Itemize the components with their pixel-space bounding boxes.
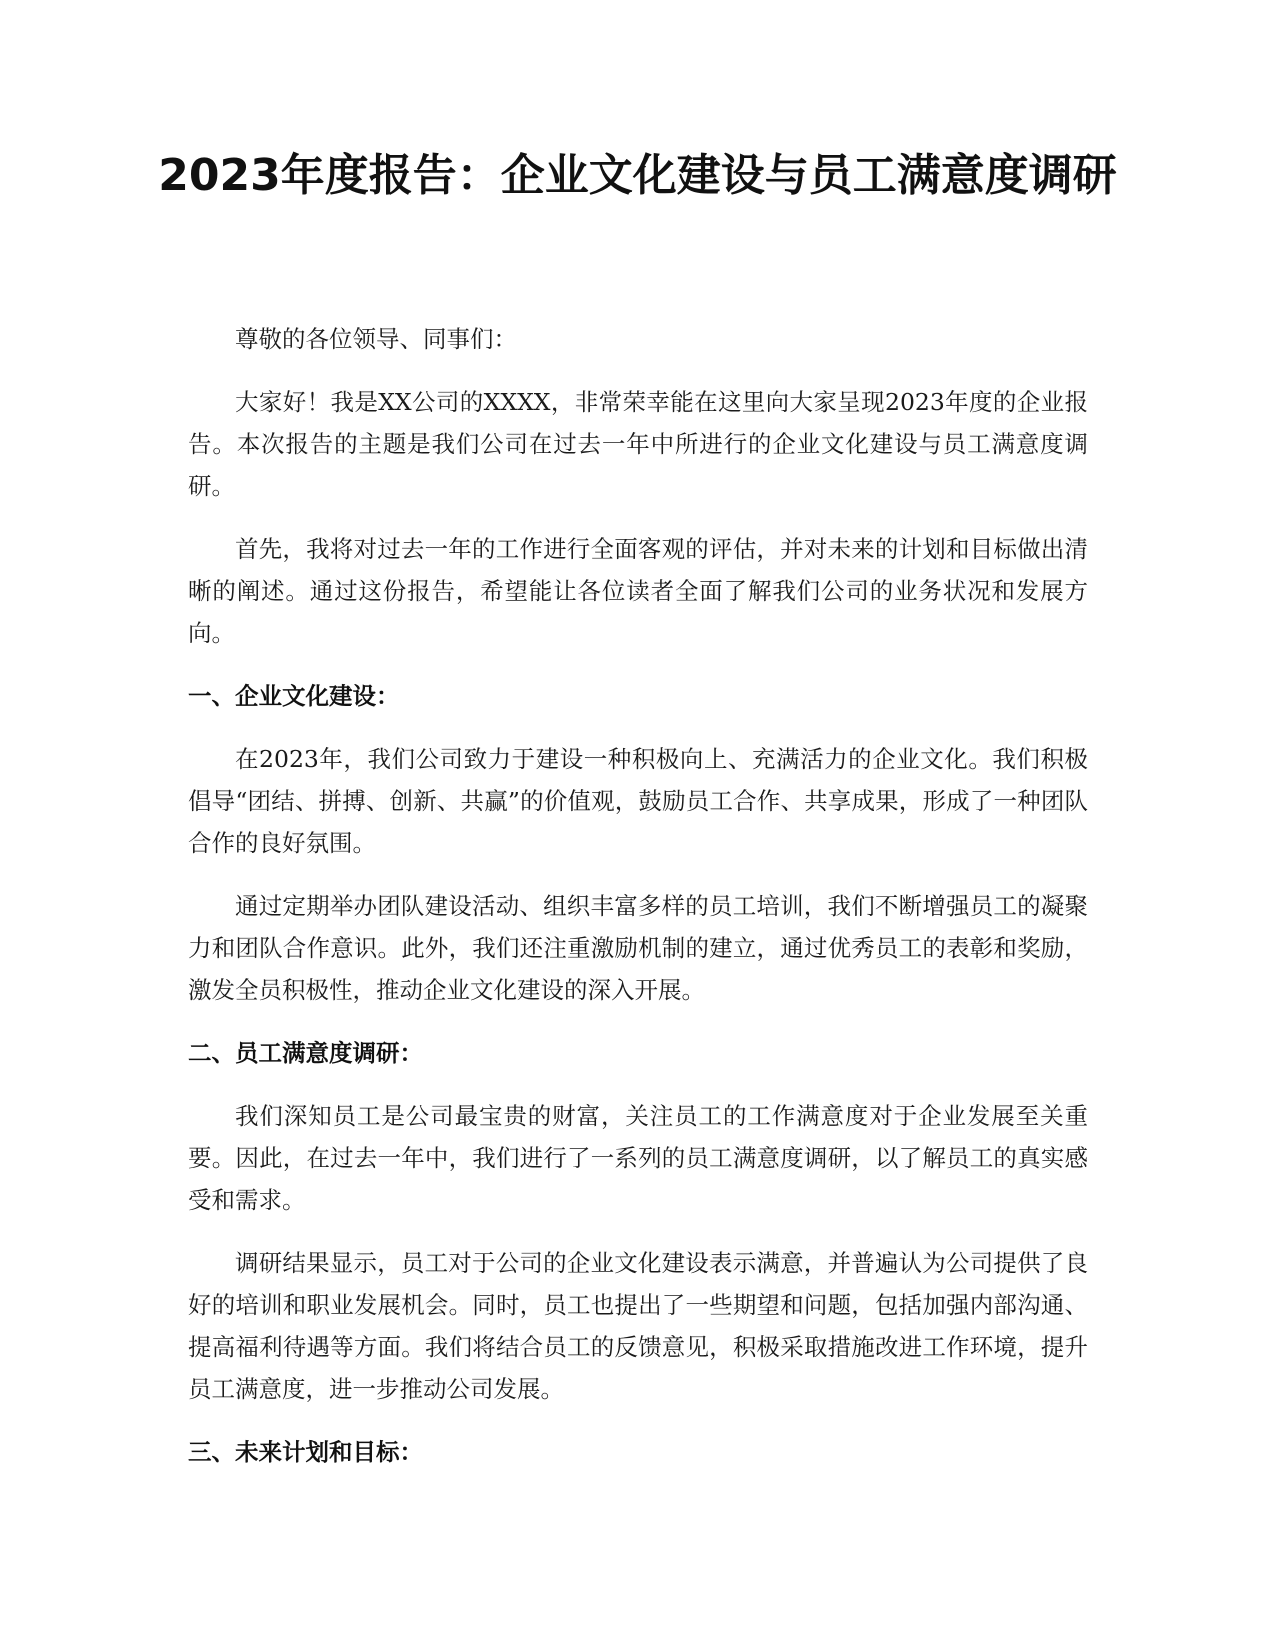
section-heading-future-plans: 三、未来计划和目标： [188,1438,423,1466]
section-paragraph: 调研结果显示，员工对于公司的企业文化建设表示满意，并普遍认为公司提供了良好的培训和职业发展机会。同时，员工也提出了一些期望和问题，包括加强内部沟通、提高福利待遇等方面。我们将结合员工的反馈意见，积极采取措施改进工作环境，提升员工满意度，进一步推动公司发展。 [188,1249,1088,1403]
section-heading-satisfaction: 二、员工满意度调研： [188,1039,423,1067]
section-paragraph: 我们深知员工是公司最宝贵的财富，关注员工的工作满意度对于企业发展至关重要。因此，在过去一年中，我们进行了一系列的员工满意度调研，以了解员工的真实感受和需求。 [188,1102,1088,1214]
section-heading-culture: 一、企业文化建设： [188,682,400,710]
section-paragraph: 在2023年，我们公司致力于建设一种积极向上、充满活力的企业文化。我们积极倡导“团结、拼搏、创新、共赢”的价值观，鼓励员工合作、共享成果，形成了一种团队合作的良好氛围。 [188,745,1088,857]
section-paragraph: 通过定期举办团队建设活动、组织丰富多样的员工培训，我们不断增强员工的凝聚力和团队合作意识。此外，我们还注重激励机制的建立，通过优秀员工的表彰和奖励，激发全员积极性，推动企业文化建设的深入开展。 [188,892,1088,1004]
intro-paragraph: 首先，我将对过去一年的工作进行全面客观的评估，并对未来的计划和目标做出清晰的阐述。通过这份报告，希望能让各位读者全面了解我们公司的业务状况和发展方向。 [188,535,1088,647]
document-body [188,318,1088,1473]
salutation: 尊敬的各位领导、同事们： [235,325,517,353]
intro-paragraph: 大家好！我是XX公司的XXXX，非常荣幸能在这里向大家呈现2023年度的企业报告。本次报告的主题是我们公司在过去一年中所进行的企业文化建设与员工满意度调研。 [188,388,1088,500]
document-title: 2023年度报告：企业文化建设与员工满意度调研 [158,150,1117,201]
